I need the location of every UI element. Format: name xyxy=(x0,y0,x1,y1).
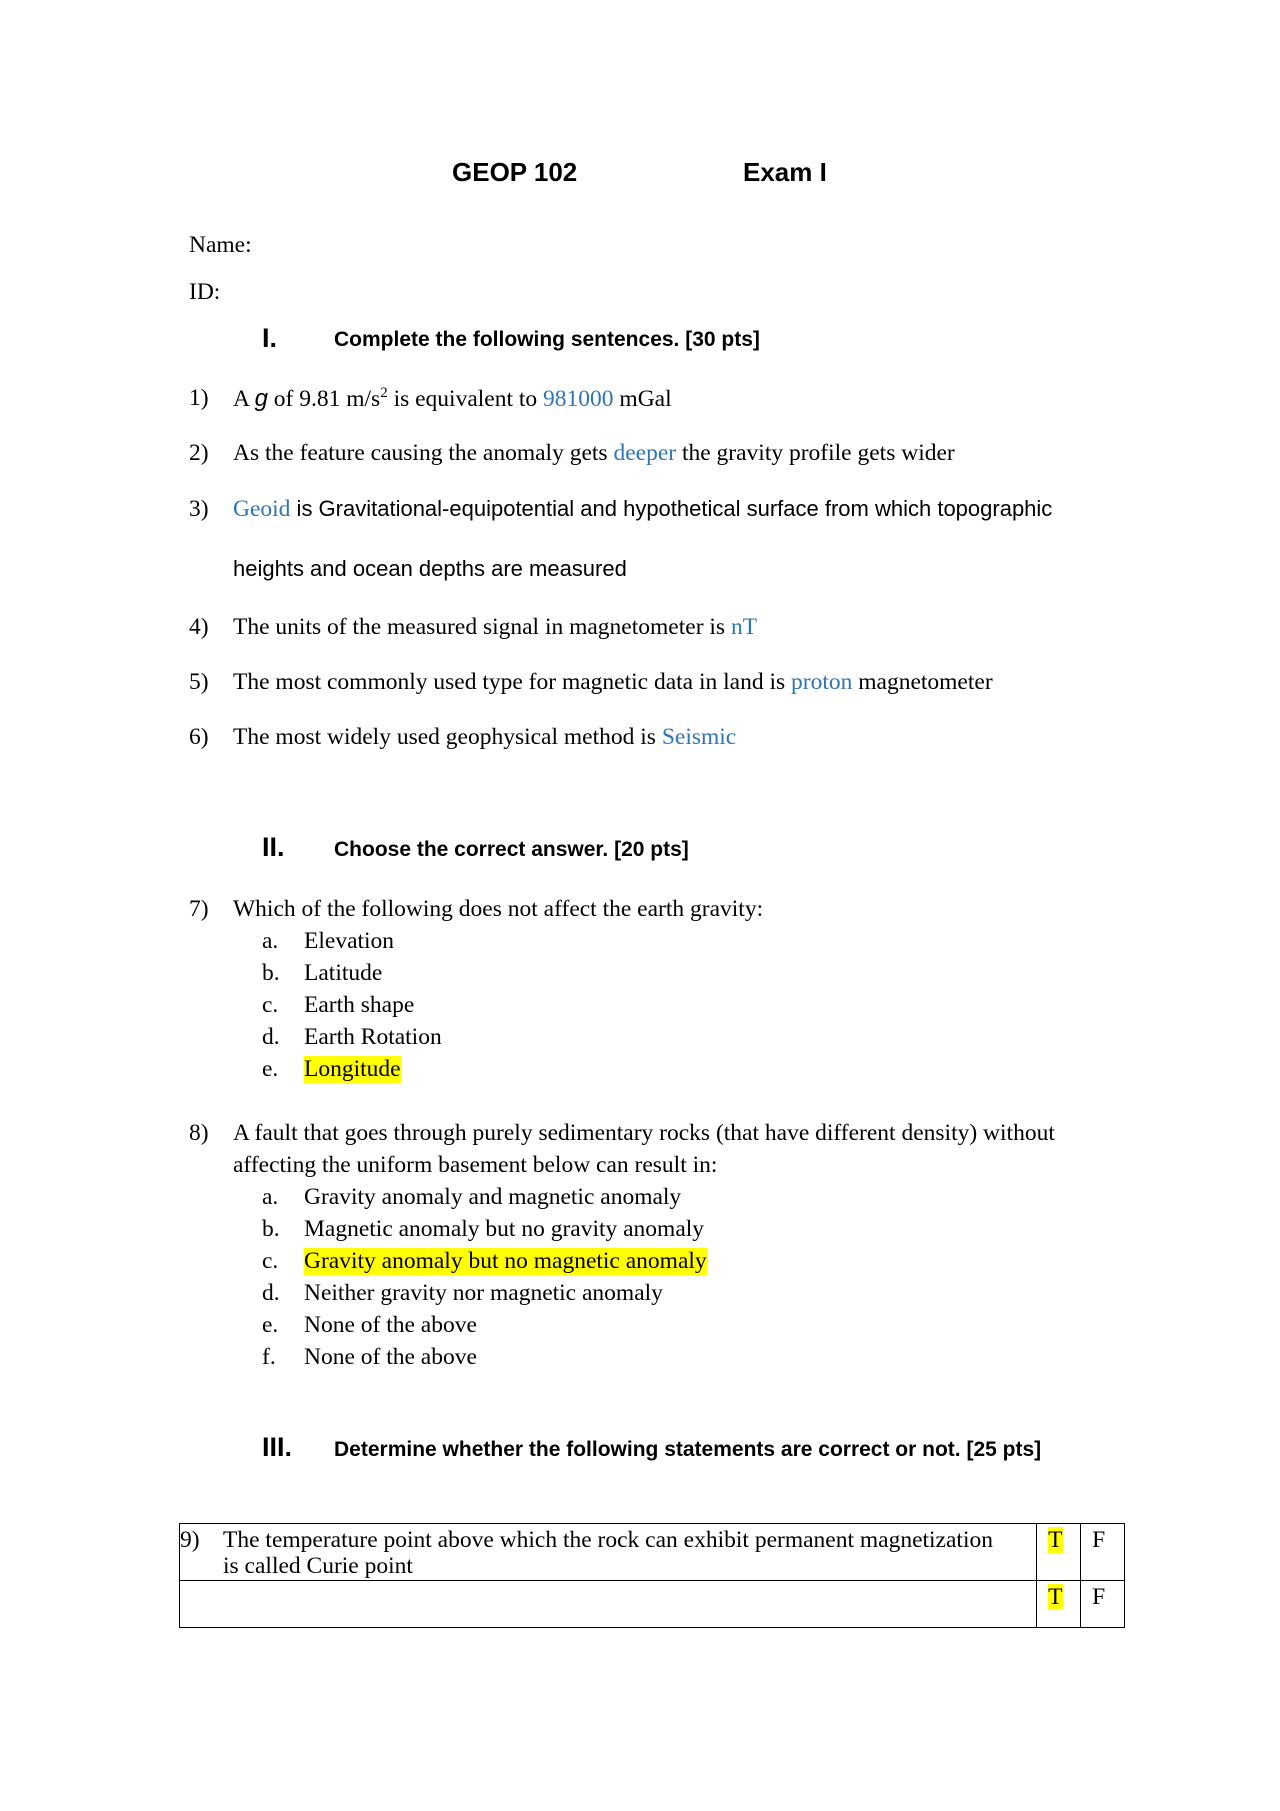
answer-text: nT xyxy=(730,614,758,640)
statement-line1: The temperature point above which the rock can exhibit permanent magnetization xyxy=(223,1527,993,1553)
section-3-number: III. xyxy=(262,1432,293,1462)
id-label: ID: xyxy=(189,279,221,305)
answer-text: 981000 xyxy=(543,386,614,412)
question-text: The units of the measured signal in magnetometer is xyxy=(233,614,731,640)
table-row xyxy=(180,1524,1125,1581)
question-text: the gravity profile gets wider xyxy=(676,440,955,466)
answer-text: deeper xyxy=(613,440,677,466)
option-text: None of the above xyxy=(304,1344,477,1370)
question-8-line2: affecting the uniform basement below can result in: xyxy=(233,1152,718,1178)
table-row xyxy=(180,1581,1125,1628)
option-text: Gravity anomaly and magnetic anomaly xyxy=(304,1184,682,1210)
false-cell[interactable] xyxy=(1081,1581,1125,1628)
question-7-text: Which of the following does not affect the earth gravity: xyxy=(233,896,764,922)
option-text: Earth shape xyxy=(304,992,415,1018)
question-text: The most commonly used type for magnetic data in land is xyxy=(233,669,791,695)
answer-text: proton xyxy=(791,669,853,695)
option-letter: c. xyxy=(262,992,279,1018)
option-letter: a. xyxy=(262,1184,279,1210)
superscript: 2 xyxy=(380,385,388,402)
true-mark-highlighted: T xyxy=(1048,1584,1063,1610)
option-letter: e. xyxy=(262,1056,279,1082)
question-2-number: 2) xyxy=(189,440,209,466)
question-5-text xyxy=(233,669,993,696)
section-3-title: Determine whether the following statements are correct or not. [25 pts] xyxy=(334,1438,1042,1461)
question-4-text xyxy=(233,614,757,641)
course-title: GEOP 102 xyxy=(452,157,578,187)
question-text: mGal xyxy=(613,386,672,412)
option-letter: e. xyxy=(262,1312,279,1338)
section-1-number: I. xyxy=(262,323,278,353)
option-letter: b. xyxy=(262,960,280,986)
question-text: As the feature causing the anomaly gets xyxy=(233,440,614,466)
option-text: Elevation xyxy=(304,928,395,954)
statement-cell xyxy=(180,1524,1037,1581)
true-mark-highlighted: T xyxy=(1048,1527,1063,1553)
question-5-number: 5) xyxy=(189,669,209,695)
true-cell[interactable] xyxy=(1037,1581,1081,1628)
true-false-table xyxy=(179,1523,1125,1628)
option-letter: f. xyxy=(262,1344,276,1370)
false-cell[interactable] xyxy=(1081,1524,1125,1581)
question-6-text xyxy=(233,724,736,751)
option-text: Latitude xyxy=(304,960,383,986)
question-4-number: 4) xyxy=(189,614,209,640)
option-text: Earth Rotation xyxy=(304,1024,442,1050)
question-3-text xyxy=(233,496,1052,523)
false-mark: F xyxy=(1092,1527,1106,1553)
option-letter: b. xyxy=(262,1216,280,1242)
question-2-text xyxy=(233,440,955,467)
false-mark: F xyxy=(1092,1584,1106,1610)
question-text: is equivalent to xyxy=(387,386,544,412)
statement-cell xyxy=(180,1581,1037,1628)
option-text-highlighted: Gravity anomaly but no magnetic anomaly xyxy=(304,1248,707,1274)
option-text: Magnetic anomaly but no gravity anomaly xyxy=(304,1216,705,1242)
option-letter: a. xyxy=(262,928,279,954)
statement-number: 9) xyxy=(180,1527,200,1553)
option-text: Neither gravity nor magnetic anomaly xyxy=(304,1280,663,1306)
statement-line2: is called Curie point xyxy=(223,1553,413,1579)
option-letter: d. xyxy=(262,1024,280,1050)
question-number: 1) xyxy=(189,385,209,411)
answer-text: Geoid xyxy=(233,496,291,522)
option-text-highlighted: Longitude xyxy=(304,1056,401,1082)
question-8-line1: A fault that goes through purely sedimentary rocks (that have different density) without xyxy=(233,1120,1055,1146)
gravity-symbol: g xyxy=(254,385,268,412)
question-text: A xyxy=(233,386,255,412)
option-letter: d. xyxy=(262,1280,280,1306)
exam-title: Exam I xyxy=(743,157,827,187)
option-letter: c. xyxy=(262,1248,279,1274)
question-8-number: 8) xyxy=(189,1120,209,1146)
question-1-text xyxy=(233,385,672,413)
section-2-title: Choose the correct answer. [20 pts] xyxy=(334,838,689,861)
question-7-number: 7) xyxy=(189,896,209,922)
answer-text: Seismic xyxy=(661,724,737,750)
question-text: of 9.81 m/s xyxy=(267,386,381,412)
question-text: The most widely used geophysical method is xyxy=(233,724,662,750)
true-cell[interactable] xyxy=(1037,1524,1081,1581)
question-text: is Gravitational-equipotential and hypothetical surface from which topographic xyxy=(290,496,1053,521)
section-2-number: II. xyxy=(262,832,285,862)
question-6-number: 6) xyxy=(189,724,209,750)
option-text: None of the above xyxy=(304,1312,477,1338)
question-3-line2: heights and ocean depths are measured xyxy=(233,556,627,581)
question-text: magnetometer xyxy=(852,669,993,695)
question-3-number: 3) xyxy=(189,496,209,522)
name-label: Name: xyxy=(189,232,252,258)
section-1-title: Complete the following sentences. [30 pts] xyxy=(334,328,760,351)
question-1 xyxy=(189,385,209,412)
